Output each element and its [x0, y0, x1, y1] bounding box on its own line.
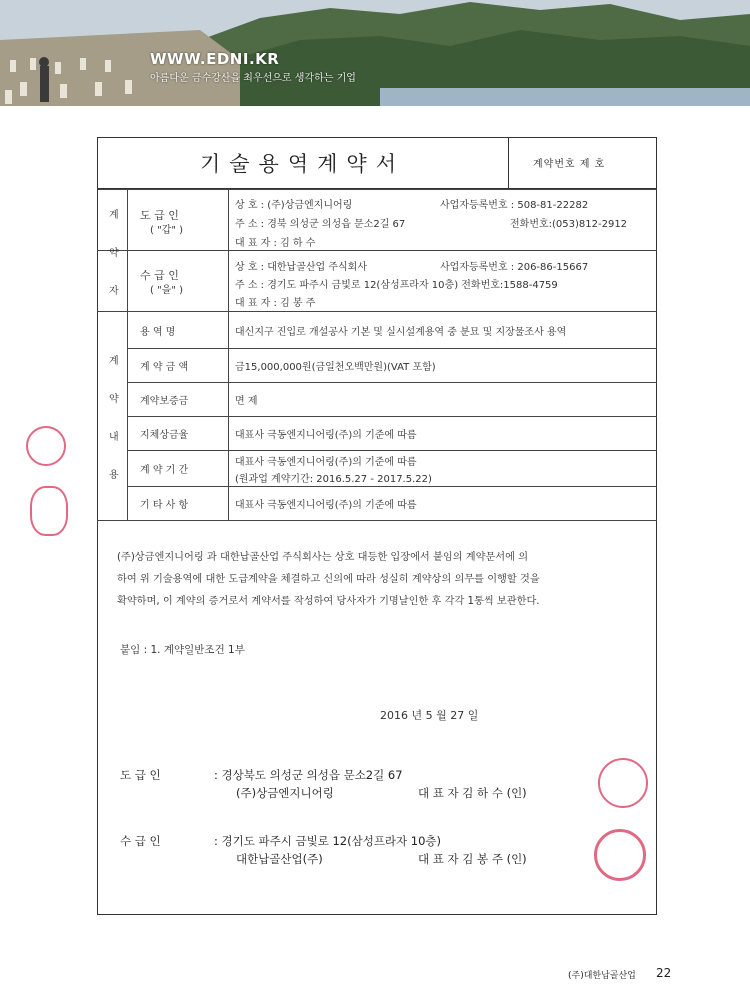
- divider: [127, 450, 657, 451]
- contract-sheet: [97, 137, 657, 915]
- sign-contractor-label: 도 급 인: [120, 768, 161, 782]
- item-value-extra: (원과업 계약기간: 2016.5.27 - 2017.5.22): [235, 474, 432, 485]
- seal-stamp-icon: [598, 758, 648, 808]
- divider: [127, 382, 657, 383]
- side-label-content-2: 약: [109, 394, 119, 405]
- item-value: 대신지구 진입로 개설공사 기본 및 실시설계용역 중 분묘 및 지장물조사 용역: [235, 327, 567, 338]
- sign-contractee-label: 수 급 인: [120, 834, 161, 848]
- contractee-reg: 사업자등록번호 : 206-86-15667: [440, 262, 589, 273]
- contractor-name: 상 호 : (주)상금엔지니어링: [235, 200, 353, 211]
- header-banner: [0, 0, 750, 106]
- seal-stamp-icon: [26, 426, 66, 466]
- item-value: 금15,000,000원(금일천오백만원)(VAT 포함): [235, 362, 436, 373]
- side-label-party-3: 자: [109, 286, 119, 297]
- divider: [127, 348, 657, 349]
- side-label-content-3: 내: [109, 432, 119, 443]
- side-label-content-4: 용: [109, 470, 119, 481]
- item-label: 계 약 기 간: [140, 465, 189, 476]
- item-label: 용 역 명: [140, 327, 176, 338]
- item-label: 계약보증금: [140, 396, 189, 407]
- sign-contractor-company: (주)상금엔지니어링: [236, 786, 334, 800]
- item-value: 대표사 극동엔지니어링(주)의 기준에 따름: [235, 500, 417, 511]
- contractor-address: 주 소 : 경북 의성군 의성읍 문소2길 67: [235, 219, 406, 230]
- item-label: 계 약 금 액: [140, 362, 189, 373]
- sign-contractee-address: : 경기도 파주시 금빛로 12(삼성프라자 10층): [214, 834, 442, 848]
- contractee-label: 수 급 인: [140, 269, 179, 282]
- item-label: 지체상금율: [140, 430, 189, 441]
- divider: [97, 311, 657, 312]
- document-title: 기술용역계약서: [97, 137, 509, 189]
- site-url: WWW.EDNI.KR: [150, 50, 280, 68]
- page-number: 22: [656, 966, 672, 980]
- seal-stamp-icon: [30, 486, 68, 536]
- divider: [97, 250, 657, 251]
- item-value: 면 제: [235, 396, 258, 407]
- sign-contractee-rep: 대 표 자 김 봉 주 (인): [418, 852, 527, 866]
- contract-number: 계약번호 제 호: [509, 137, 657, 189]
- contractee-rep: 대 표 자 : 김 봉 주: [235, 298, 316, 309]
- side-label-party-1: 계: [109, 210, 119, 221]
- body-line: 하여 위 기술용역에 대한 도급계약을 체결하고 신의에 따라 성실히 계약상의 의무를 이행할 것을: [117, 574, 540, 585]
- divider: [228, 189, 229, 520]
- divider: [127, 189, 128, 520]
- seal-stamp-icon: [594, 829, 646, 881]
- contractee-address: 주 소 : 경기도 파주시 금빛로 12(삼성프라자 10층) 전화번호:1588-4759: [235, 280, 558, 291]
- landscape-image: [0, 0, 750, 106]
- item-value: 대표사 극동엔지니어링(주)의 기준에 따름: [235, 430, 417, 441]
- divider: [97, 520, 657, 521]
- contractor-rep: 대 표 자 : 김 하 수: [235, 238, 316, 249]
- sign-contractor-address: : 경상북도 의성군 의성읍 문소2길 67: [214, 768, 403, 782]
- side-label-party-2: 약: [109, 248, 119, 259]
- body-line: (주)상금엔지니어링 과 대한납골산업 주식회사는 상호 대등한 입장에서 붙임의 계약문서에 의: [117, 552, 529, 563]
- contractee-name: 상 호 : 대한납골산업 주식회사: [235, 262, 368, 273]
- contractor-sub: ( "갑" ): [150, 225, 184, 236]
- item-value: 대표사 극동엔지니어링(주)의 기준에 따름: [235, 457, 417, 468]
- attachment-note: 붙임 : 1. 계약일반조건 1부: [120, 644, 245, 656]
- divider: [97, 189, 657, 190]
- divider: [127, 416, 657, 417]
- body-line: 확약하며, 이 계약의 증거로서 계약서를 작성하여 당사자가 기명날인한 후 각각 1통씩 보관한다.: [117, 596, 540, 607]
- item-label: 기 타 사 항: [140, 500, 189, 511]
- contractor-label: 도 급 인: [140, 209, 179, 222]
- divider: [127, 486, 657, 487]
- footer-company: (주)대한납골산업: [568, 971, 636, 981]
- side-label-content-1: 계: [109, 356, 119, 367]
- contractor-phone: 전화번호:(053)812-2912: [510, 219, 628, 230]
- sign-contractor-rep: 대 표 자 김 하 수 (인): [418, 786, 527, 800]
- company-slogan: 아름다운 금수강산을 최우선으로 생각하는 기업: [150, 73, 356, 84]
- contractor-reg: 사업자등록번호 : 508-81-22282: [440, 200, 589, 211]
- sign-contractee-company: 대한납골산업(주): [236, 852, 323, 866]
- contractee-sub: ( "을" ): [150, 285, 184, 296]
- contract-date: 2016 년 5 월 27 일: [380, 709, 479, 722]
